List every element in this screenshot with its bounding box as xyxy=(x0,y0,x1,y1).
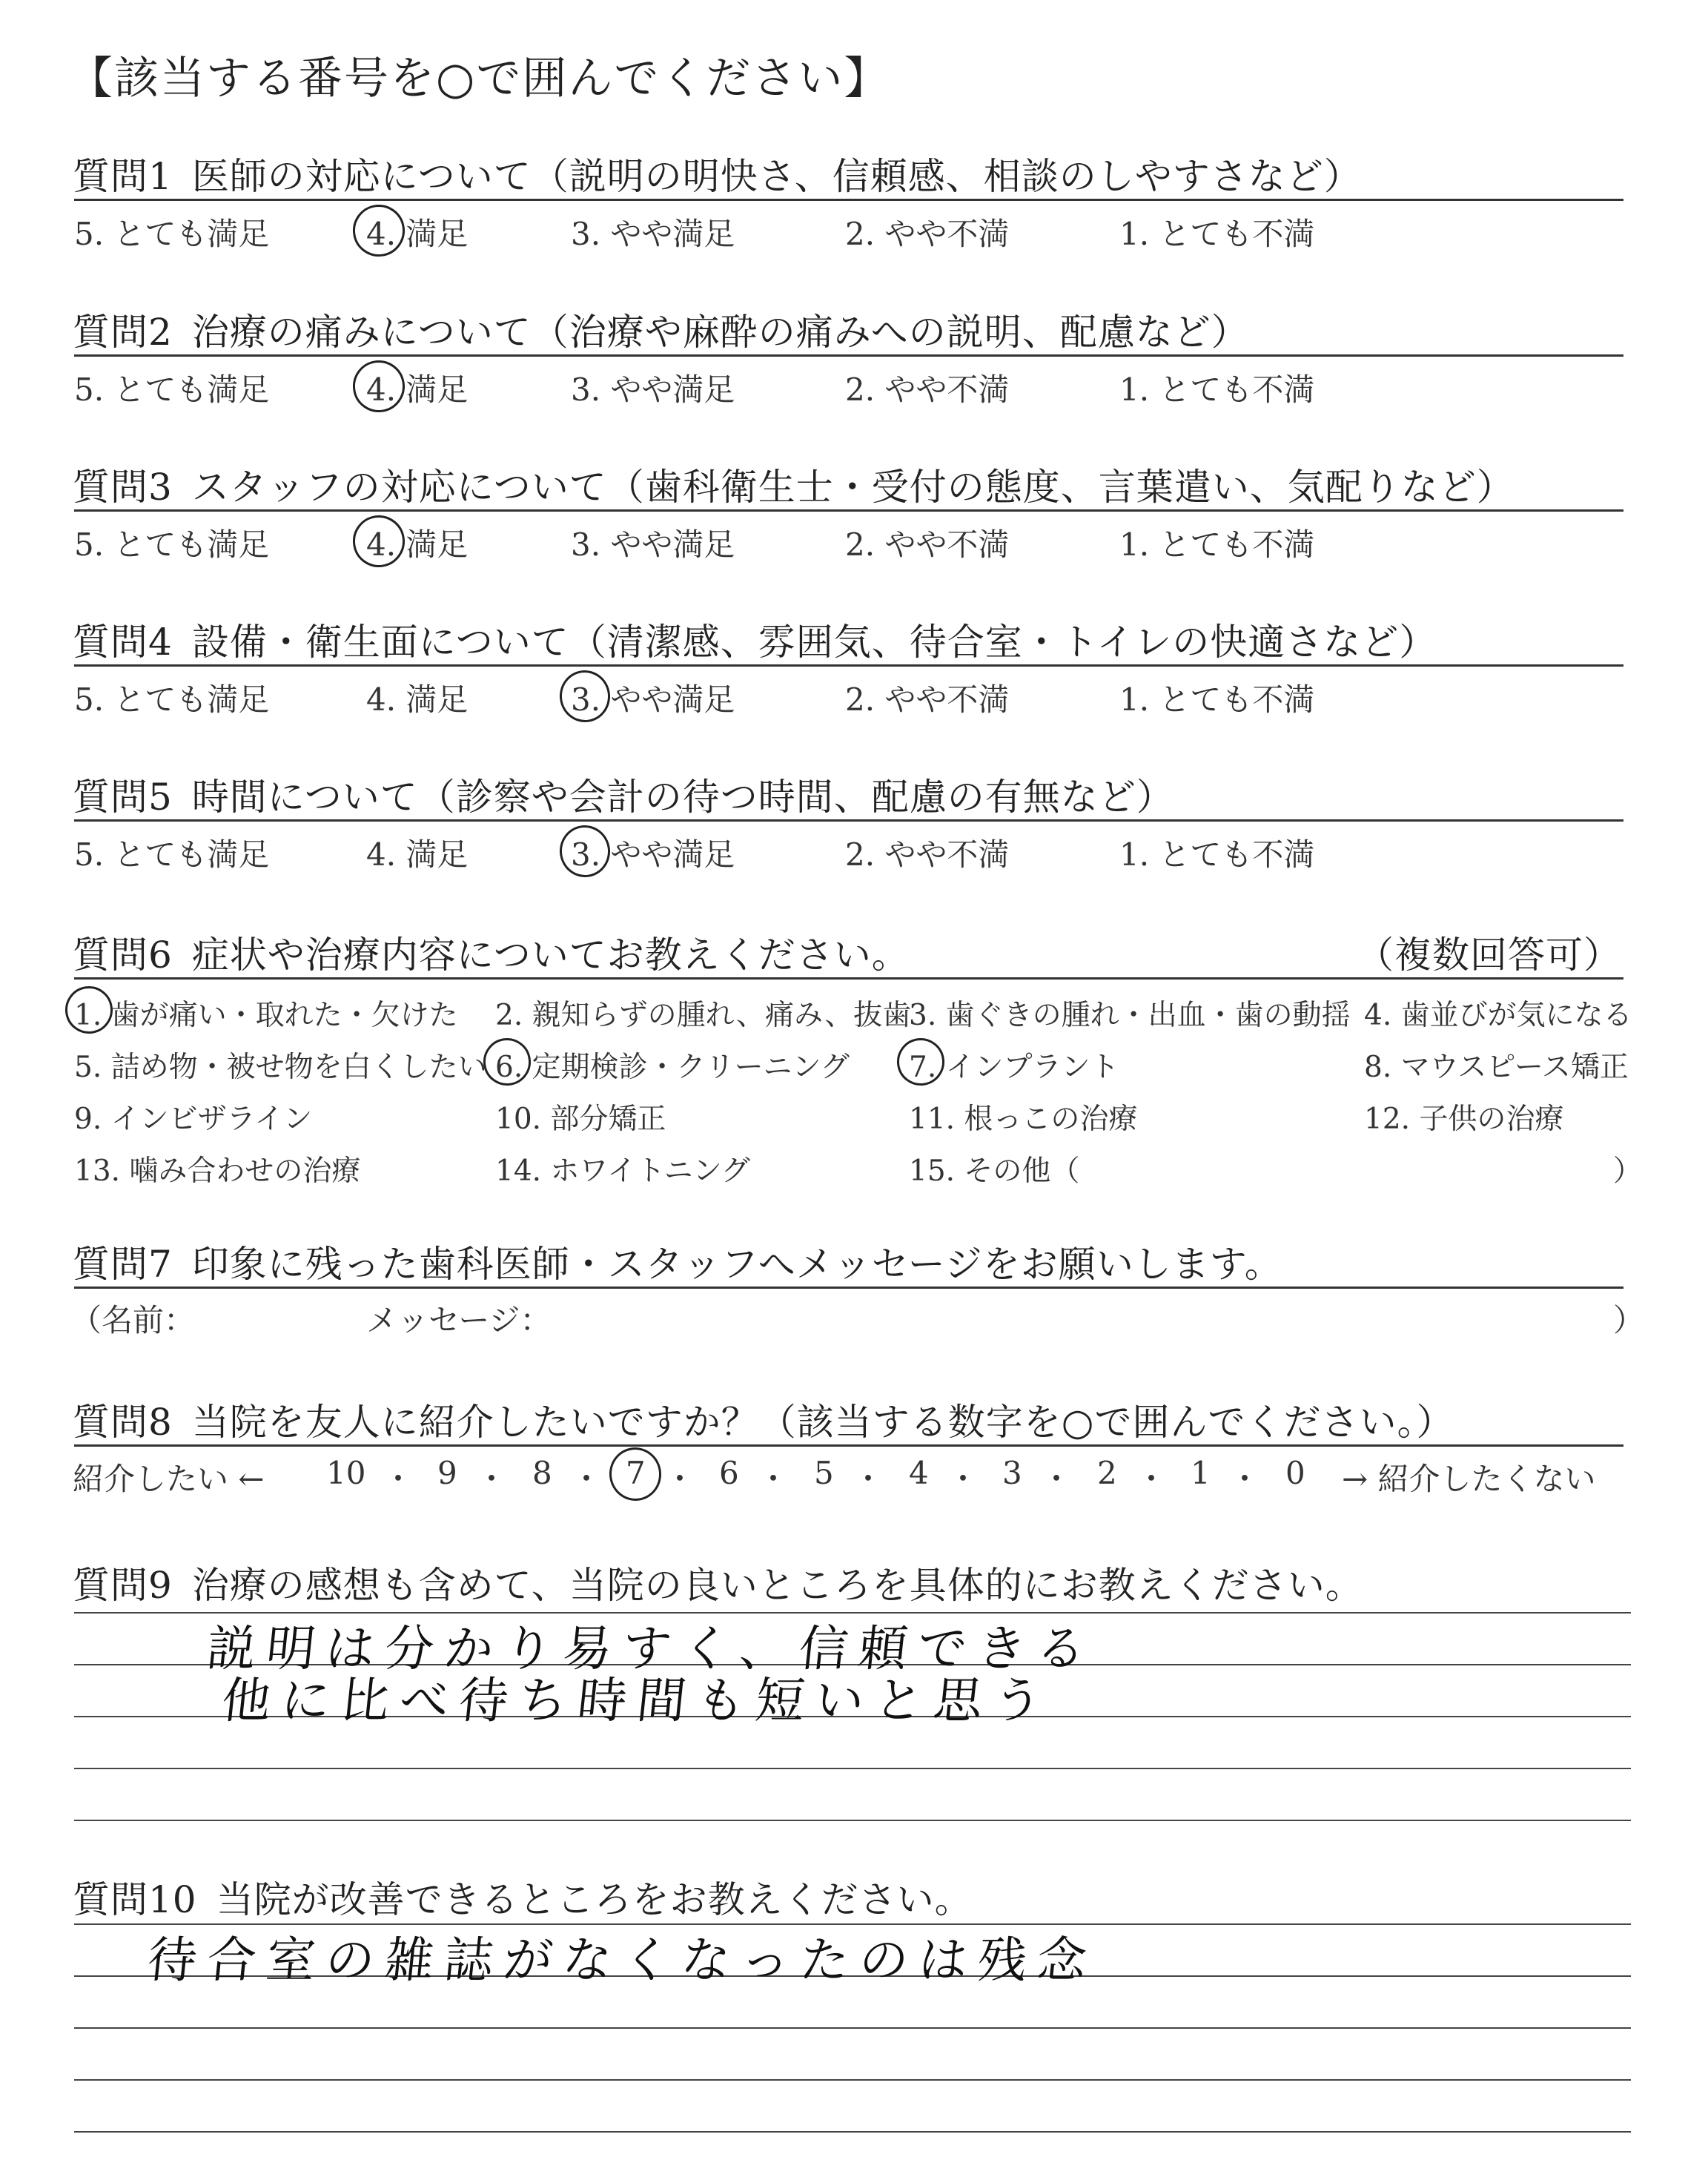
q1-option-4[interactable]: 4. 満足 xyxy=(366,216,469,252)
q4-option-4[interactable]: 4. 満足 xyxy=(366,681,469,718)
question-2 xyxy=(73,303,1249,356)
question-6 xyxy=(73,925,910,979)
q1-option-5[interactable]: 5. とても満足 xyxy=(74,216,270,252)
question-7 xyxy=(73,1235,1282,1288)
q4-option-5[interactable]: 5. とても満足 xyxy=(74,681,270,718)
question-5-rule xyxy=(74,819,1623,822)
question-1 xyxy=(73,147,1362,200)
q8-score-3[interactable]: 3 xyxy=(1002,1455,1022,1491)
q8-score-1[interactable]: 1 xyxy=(1191,1455,1211,1491)
q8-separator: ・ xyxy=(853,1461,884,1497)
question-10 xyxy=(73,1870,973,1923)
q8-separator: ・ xyxy=(947,1461,979,1497)
q10-handwritten-answer-line-1: 待合室の雑誌がなくなったのは残念 xyxy=(145,1932,1100,1989)
question-6-number: 質問6 xyxy=(73,934,173,977)
q8-separator: ・ xyxy=(664,1461,696,1497)
q1-option-1[interactable]: 1. とても不満 xyxy=(1119,216,1315,252)
q8-left-label: 紹介したい ← xyxy=(73,1461,265,1497)
question-4-number: 質問4 xyxy=(73,621,173,664)
question-6-note: （複数回答可） xyxy=(1357,934,1621,977)
q6-option-4[interactable]: 4. 歯並びが気になる xyxy=(1364,999,1632,1032)
q8-score-9[interactable]: 9 xyxy=(437,1455,457,1491)
question-9-text: 治療の感想も含めて、当院の良いところを具体的にお教えください。 xyxy=(191,1564,1363,1607)
q6-option-2[interactable]: 2. 親知らずの腫れ、痛み、抜歯 xyxy=(495,999,912,1032)
q5-option-3[interactable]: 3. やや満足 xyxy=(571,836,735,873)
q6-option-14[interactable]: 14. ホワイトニング xyxy=(495,1155,750,1188)
q7-message-label: メッセージ： xyxy=(366,1302,552,1338)
question-3-rule xyxy=(74,509,1623,512)
q10-writing-line xyxy=(74,2079,1631,2081)
q5-option-1[interactable]: 1. とても不満 xyxy=(1119,836,1315,873)
q6-option-5[interactable]: 5. 詰め物・被せ物を白くしたい xyxy=(74,1051,487,1084)
q9-handwritten-answer-line-2: 他に比べ待ち時間も短いと思う xyxy=(219,1672,1056,1729)
q8-separator: ・ xyxy=(758,1461,790,1497)
question-9-number: 質問9 xyxy=(73,1564,173,1607)
question-8-rule xyxy=(74,1444,1623,1447)
question-7-rule xyxy=(74,1287,1623,1289)
q6-option-8[interactable]: 8. マウスピース矯正 xyxy=(1364,1051,1629,1084)
question-1-rule xyxy=(74,199,1623,201)
q4-option-2[interactable]: 2. やや不満 xyxy=(845,681,1010,718)
q8-score-4[interactable]: 4 xyxy=(909,1455,929,1491)
q8-score-10[interactable]: 10 xyxy=(326,1455,366,1491)
q10-writing-line xyxy=(74,2027,1631,2029)
question-3-text: スタッフの対応について（歯科衛生士・受付の態度、言葉遣い、気配りなど） xyxy=(191,466,1515,509)
form-header: 【該当する番号を○で囲んでください】 xyxy=(68,53,890,105)
q3-option-3[interactable]: 3. やや満足 xyxy=(571,526,735,563)
q6-option-12[interactable]: 12. 子供の治療 xyxy=(1364,1103,1564,1136)
question-4-text: 設備・衛生面について（清潔感、雰囲気、待合室・トイレの快適さなど） xyxy=(191,621,1437,664)
q5-option-2[interactable]: 2. やや不満 xyxy=(845,836,1010,873)
q6-option-15[interactable]: 15. その他（ xyxy=(909,1155,1080,1188)
q6-other-close-paren: ） xyxy=(1613,1155,1643,1188)
q10-writing-line xyxy=(74,2131,1631,2133)
q7-name-label: （名前： xyxy=(70,1302,196,1338)
question-7-text: 印象に残った歯科医師・スタッフへメッセージをお願いします。 xyxy=(191,1243,1282,1286)
q6-option-1[interactable]: 1. 歯が痛い・取れた・欠けた xyxy=(74,999,458,1032)
q1-option-2[interactable]: 2. やや不満 xyxy=(845,216,1010,252)
q6-option-9[interactable]: 9. インビザライン xyxy=(74,1103,313,1136)
q8-score-6[interactable]: 6 xyxy=(719,1455,739,1491)
question-3-number: 質問3 xyxy=(73,466,173,509)
q9-writing-line xyxy=(74,1820,1631,1821)
question-10-text: 当院が改善できるところをお教えください。 xyxy=(216,1878,973,1921)
q6-option-13[interactable]: 13. 噛み合わせの治療 xyxy=(74,1155,361,1188)
question-4 xyxy=(73,612,1437,666)
q2-option-4[interactable]: 4. 満足 xyxy=(366,371,469,408)
question-4-rule xyxy=(74,664,1623,667)
question-10-number: 質問10 xyxy=(73,1878,197,1921)
q5-option-5[interactable]: 5. とても満足 xyxy=(74,836,270,873)
question-8-number: 質問8 xyxy=(73,1401,173,1444)
question-6-rule xyxy=(74,977,1623,980)
question-2-text: 治療の痛みについて（治療や麻酔の痛みへの説明、配慮など） xyxy=(191,311,1249,354)
q8-separator: ・ xyxy=(1136,1461,1168,1497)
q8-score-8[interactable]: 8 xyxy=(532,1455,552,1491)
question-5 xyxy=(73,767,1174,821)
q6-option-11[interactable]: 11. 根っこの治療 xyxy=(909,1103,1138,1136)
q9-handwritten-answer-line-1: 説明は分かり易すく、信頼できる xyxy=(204,1620,1099,1677)
question-8 xyxy=(73,1393,1454,1446)
question-2-number: 質問2 xyxy=(73,311,173,354)
q3-option-1[interactable]: 1. とても不満 xyxy=(1119,526,1315,563)
q8-score-7[interactable]: 7 xyxy=(626,1455,646,1491)
question-1-text: 医師の対応について（説明の明快さ、信頼感、相談のしやすさなど） xyxy=(191,155,1362,198)
q8-separator: ・ xyxy=(1041,1461,1073,1497)
q8-score-2[interactable]: 2 xyxy=(1097,1455,1117,1491)
question-9 xyxy=(73,1556,1363,1609)
question-6-text: 症状や治療内容についてお教えください。 xyxy=(191,934,910,977)
q1-option-3[interactable]: 3. やや満足 xyxy=(571,216,735,252)
q2-option-5[interactable]: 5. とても満足 xyxy=(74,371,270,408)
q8-separator: ・ xyxy=(383,1461,414,1497)
q8-right-label: → 紹介したくない xyxy=(1342,1461,1596,1497)
question-7-number: 質問7 xyxy=(73,1243,173,1286)
q6-option-6[interactable]: 6. 定期検診・クリーニング xyxy=(495,1051,850,1084)
q6-option-10[interactable]: 10. 部分矯正 xyxy=(495,1103,666,1136)
q4-option-1[interactable]: 1. とても不満 xyxy=(1119,681,1315,718)
q8-score-0[interactable]: 0 xyxy=(1285,1455,1305,1491)
q6-option-3[interactable]: 3. 歯ぐきの腫れ・出血・歯の動揺 xyxy=(909,999,1351,1032)
q2-option-3[interactable]: 3. やや満足 xyxy=(571,371,735,408)
q8-separator: ・ xyxy=(1229,1461,1261,1497)
question-5-number: 質問5 xyxy=(73,776,173,819)
q5-option-4[interactable]: 4. 満足 xyxy=(366,836,469,873)
q9-writing-line xyxy=(74,1768,1631,1769)
question-5-text: 時間について（診察や会計の待つ時間、配慮の有無など） xyxy=(191,776,1174,819)
q6-option-7[interactable]: 7. インプラント xyxy=(909,1051,1119,1084)
q2-option-1[interactable]: 1. とても不満 xyxy=(1119,371,1315,408)
q8-selection-circle xyxy=(606,1444,664,1504)
q8-score-5[interactable]: 5 xyxy=(814,1455,834,1491)
question-1-number: 質問1 xyxy=(73,155,173,198)
q8-separator: ・ xyxy=(476,1461,508,1497)
q7-close-paren: ） xyxy=(1613,1302,1645,1338)
q8-separator: ・ xyxy=(571,1461,603,1497)
question-2-rule xyxy=(74,354,1623,357)
q3-option-2[interactable]: 2. やや不満 xyxy=(845,526,1010,563)
q3-option-4[interactable]: 4. 満足 xyxy=(366,526,469,563)
q2-option-2[interactable]: 2. やや不満 xyxy=(845,371,1010,408)
q3-option-5[interactable]: 5. とても満足 xyxy=(74,526,270,563)
question-3 xyxy=(73,458,1515,511)
question-8-text: 当院を友人に紹介したいですか？（該当する数字を○で囲んでください。） xyxy=(191,1401,1454,1444)
q4-option-3[interactable]: 3. やや満足 xyxy=(571,681,735,718)
